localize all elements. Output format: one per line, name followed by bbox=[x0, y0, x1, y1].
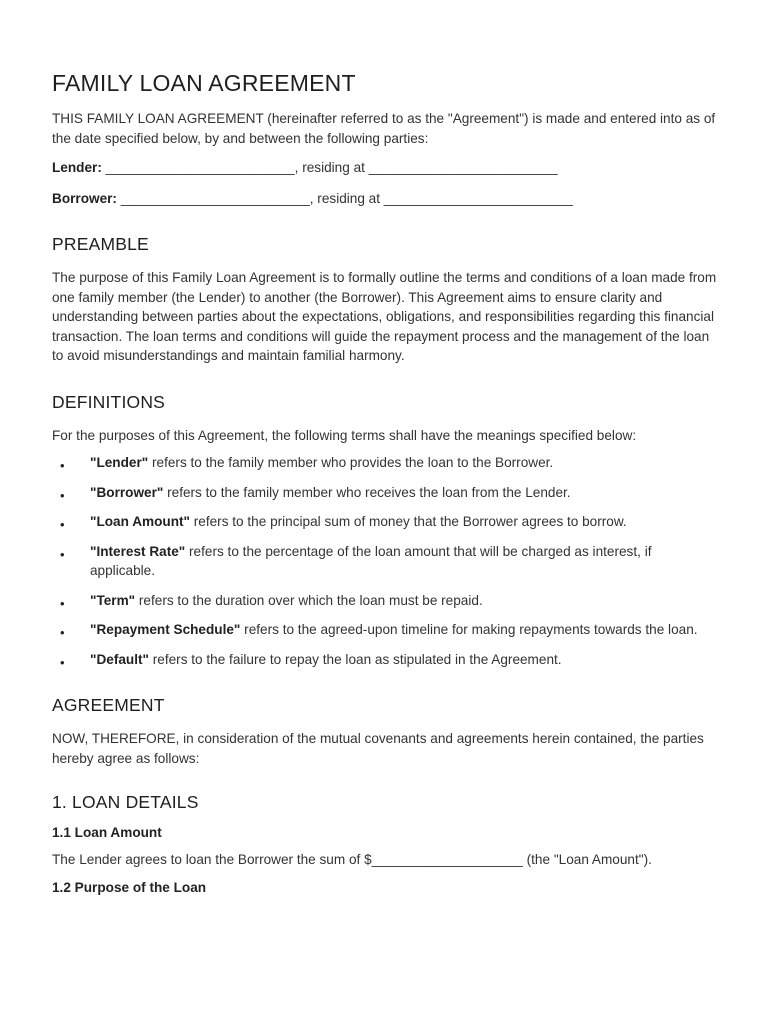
intro-paragraph: THIS FAMILY LOAN AGREEMENT (hereinafter referred to as the "Agreement") is made and entered into as of the date specified below, by and between the following parties: bbox=[52, 111, 716, 146]
definition-text: refers to the agreed-upon timeline for making repayments towards the loan. bbox=[240, 622, 698, 637]
bullet-icon: • bbox=[60, 458, 65, 473]
list-item bbox=[52, 620, 718, 640]
bullet-icon: • bbox=[60, 517, 65, 532]
bullet-icon: • bbox=[60, 654, 65, 670]
lender-line bbox=[52, 158, 718, 178]
list-item bbox=[52, 512, 718, 532]
bullet-icon: • bbox=[60, 595, 65, 611]
definition-text: refers to the family member who provides the loan to the Borrower. bbox=[148, 455, 554, 470]
agreement-heading: AGREEMENT bbox=[52, 695, 165, 715]
loan-purpose-subheading: 1.2 Purpose of the Loan bbox=[52, 879, 207, 895]
borrower-blank-text: _________________________, residing at _________________________ bbox=[116, 190, 573, 206]
list-item bbox=[52, 453, 718, 473]
definition-term: "Default" bbox=[90, 651, 149, 667]
lender-blank-text: _________________________, residing at _________________________ bbox=[101, 160, 558, 175]
definitions-heading: DEFINITIONS bbox=[52, 391, 166, 412]
definition-term: "Borrower" bbox=[90, 484, 164, 500]
definition-text: refers to the duration over which the loan must be repaid. bbox=[135, 592, 483, 608]
loan-amount-subheading: 1.1 Loan Amount bbox=[52, 825, 162, 840]
list-item bbox=[52, 483, 718, 503]
loan-amount-paragraph: The Lender agrees to loan the Borrower the sum of $____________________ (the "Loan Amount"). bbox=[52, 852, 652, 867]
list-item bbox=[52, 650, 718, 670]
definition-term: "Repayment Schedule" bbox=[90, 622, 241, 637]
borrower-line bbox=[52, 189, 718, 209]
bullet-icon: • bbox=[60, 546, 65, 562]
definition-text: refers to the principal sum of money that the Borrower agrees to borrow. bbox=[189, 514, 627, 529]
definition-text: refers to the failure to repay the loan as stipulated in the Agreement. bbox=[148, 651, 562, 667]
definition-term: "Loan Amount" bbox=[90, 514, 190, 529]
bullet-icon: • bbox=[60, 625, 65, 640]
loan-details-heading: 1. LOAN DETAILS bbox=[52, 792, 199, 812]
bullet-icon: • bbox=[60, 487, 65, 503]
list-item bbox=[52, 591, 718, 611]
definition-term: "Lender" bbox=[90, 455, 149, 470]
list-item bbox=[52, 542, 718, 581]
definition-text: refers to the percentage of the loan amount that will be charged as interest, if applicable. bbox=[90, 543, 652, 578]
definition-term: "Term" bbox=[90, 592, 136, 608]
definitions-list bbox=[52, 453, 718, 669]
definition-term: "Interest Rate" bbox=[90, 543, 186, 559]
document-title: FAMILY LOAN AGREEMENT bbox=[52, 70, 356, 96]
definitions-intro: For the purposes of this Agreement, the following terms shall have the meanings specified below: bbox=[52, 427, 637, 443]
preamble-heading: PREAMBLE bbox=[52, 234, 149, 254]
agreement-paragraph: NOW, THEREFORE, in consideration of the mutual covenants and agreements herein contained, the parties hereby agree as follows: bbox=[52, 731, 704, 766]
preamble-paragraph: The purpose of this Family Loan Agreement is to formally outline the terms and conditions of a loan made from one family member (the Lender) to another (the Borrower). This Agreement aims to ensure clarity and understanding between parties about the expectations, obligations, and responsibilities regarding this financial transaction. The loan terms and conditions will guide the repayment process and the management of the loan to avoid misunderstandings and maintain familial harmony. bbox=[52, 270, 717, 363]
lender-label: Lender: bbox=[52, 160, 102, 175]
definition-text: refers to the family member who receives the loan from the Lender. bbox=[163, 484, 571, 500]
borrower-label: Borrower: bbox=[52, 190, 117, 206]
